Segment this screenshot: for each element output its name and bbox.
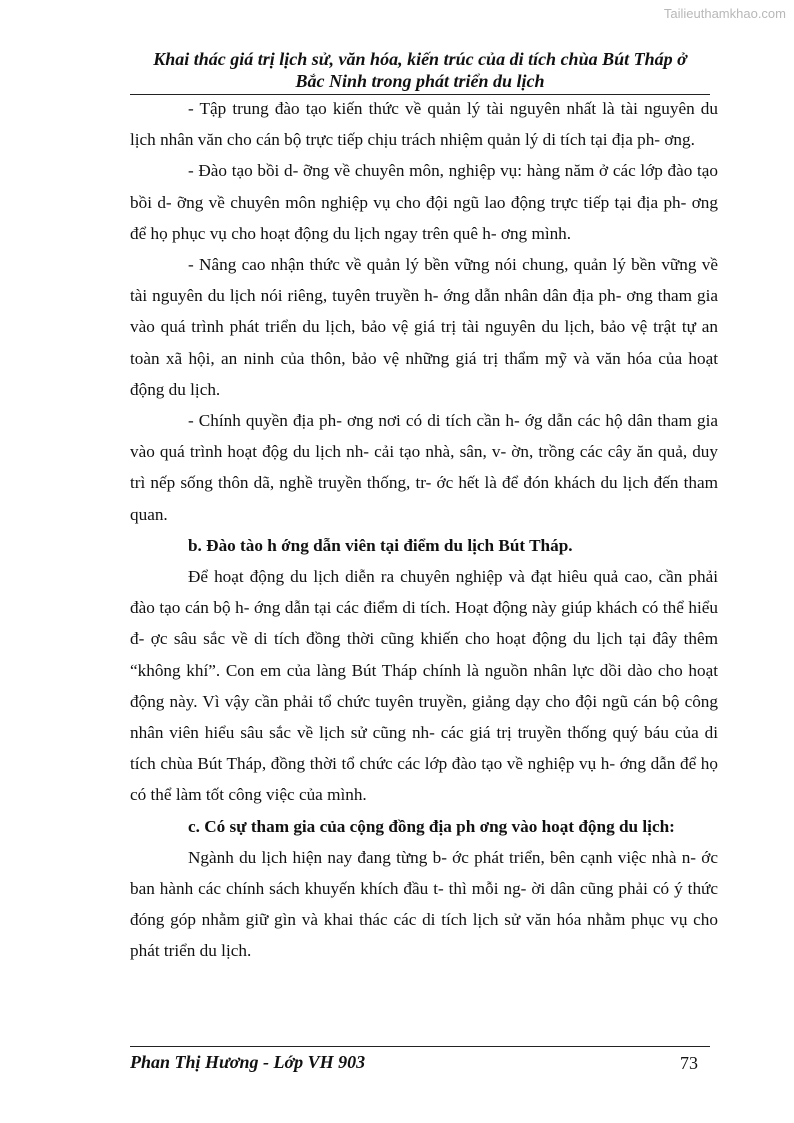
page-number: 73 bbox=[680, 1053, 698, 1073]
footer-author: Phan Thị Hương - Lớp VH 903 bbox=[130, 1052, 366, 1072]
header-line-2: Bắc Ninh trong phát triển du lịch bbox=[295, 71, 545, 91]
paragraph-training-professional: - Đào tạo bồi d- ỡng về chuyên môn, nghiệp vụ: hàng năm ở các lớp đào tạo bồi d- ỡng về chuyên môn nghiệp vụ cho đội ngũ lao động trực tiếp tại địa ph- ơng để họ phục vụ cho hoạt động du lịch ngay trên quê h- ơng mình. bbox=[130, 161, 718, 243]
paragraph-guide-training: Để hoạt động du lịch diễn ra chuyên nghiệp và đạt hiêu quả cao, cần phải đào tạo cán bộ h- ớng dẫn tại các điểm di tích. Hoạt động này giúp khách có thể hiểu đ- ợc sâu sắc về di tích đồng thời cũng khiến cho hoạt động du lịch tại đây thêm “không khí”. Con em của làng Bút Tháp chính là nguồn nhân lực dồi dào cho hoạt động này. Vì vậy cần phải tổ chức tuyên truyền, giảng dạy cho đội ngũ cán bộ công nhân viên hiểu sâu sắc về lịch sử cũng nh- các giá trị truyền thống quý báu của di tích chùa Bút Tháp, đồng thời tổ chức các lớp đào tạo về nghiệp vụ h- ớng dẫn để họ có thể làm tốt công việc của mình. bbox=[130, 567, 718, 805]
paragraph-community: Ngành du lịch hiện nay đang từng b- ớc phát triển, bên cạnh việc nhà n- ớc ban hành các chính sách khuyến khích đầu t- thì mỗi ng- ời dân cũng phải có ý thức đóng góp nhằm giữ gìn và khai thác các di tích lịch sử văn hóa nhằm phục vụ cho phát triển du lịch. bbox=[130, 847, 718, 961]
paragraph-training-management: - Tập trung đào tạo kiến thức về quản lý tài nguyên nhất là tài nguyên du lịch nhân văn cho cán bộ trực tiếp chịu trách nhiệm quản lý di tích tại địa ph- ơng. bbox=[130, 99, 718, 150]
paragraph-local-government: - Chính quyền địa ph- ơng nơi có di tích cần h- ớg dẫn các hộ dân tham gia vào quá trình hoạt độg du lịch nh- cải tạo nhà, sân, v- ờn, trồng các cây ăn quả, duy trì nếp sống thôn dã, nghề truyền thống, tr- ớc hết là để đón khách du lịch đến tham quan. bbox=[130, 411, 718, 524]
header-line-1: Khai thác giá trị lịch sử, văn hóa, kiến trúc của di tích chùa Bút Tháp ở bbox=[153, 49, 687, 69]
paragraph-awareness: - Nâng cao nhận thức về quản lý bền vững nói chung, quản lý bền vững về tài nguyên du lịch nói riêng, tuyên truyền h- ớng dẫn nhân dân địa ph- ơng tham gia vào quá trình phát triển du lịch, bảo vệ giá trị tài nguyên du lịch, bảo vệ trật tự an toàn xã hội, an ninh của thôn, bảo vệ những giá trị thẩm mỹ và văn hóa của hoạt động du lịch. bbox=[130, 255, 718, 399]
footer-divider bbox=[130, 1046, 710, 1047]
section-heading-c: c. Có sự tham gia của cộng đồng địa ph ơng vào hoạt động du lịch: bbox=[188, 816, 675, 836]
running-header bbox=[130, 48, 710, 92]
section-heading-b: b. Đào tào h ớng dẫn viên tại điểm du lịch Bút Tháp. bbox=[188, 535, 573, 555]
watermark: Tailieuthamkhao.com bbox=[663, 6, 786, 21]
page-body bbox=[130, 93, 718, 967]
